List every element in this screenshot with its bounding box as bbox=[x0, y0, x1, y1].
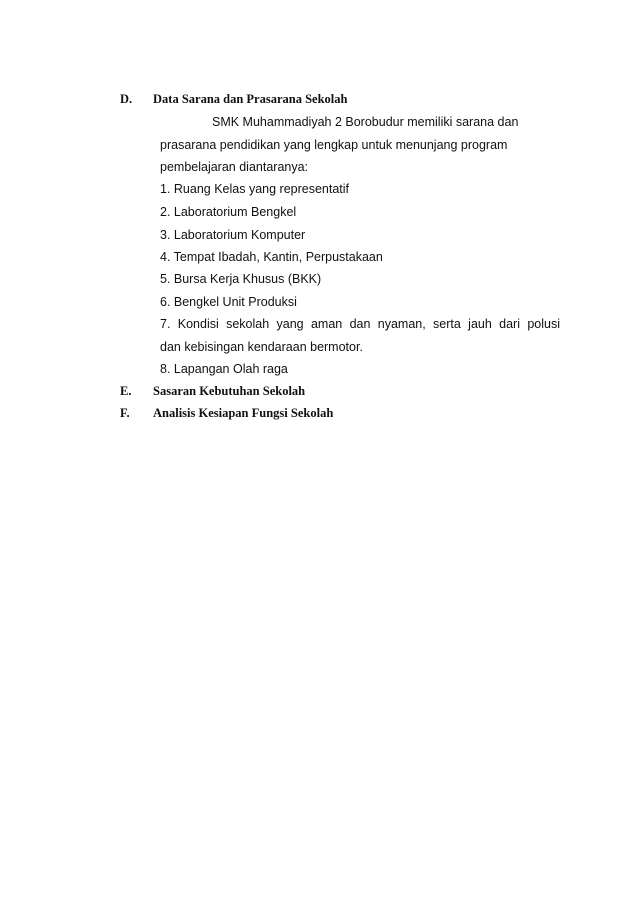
intro-line-2: prasarana pendidikan yang lengkap untuk menunjang program bbox=[160, 138, 508, 152]
section-letter: E. bbox=[120, 384, 132, 398]
list-item: 5. Bursa Kerja Khusus (BKK) bbox=[160, 272, 322, 286]
list-item: 6. Bengkel Unit Produksi bbox=[160, 295, 297, 309]
section-title: Data Sarana dan Prasarana Sekolah bbox=[153, 92, 348, 106]
list-item: 4. Tempat Ibadah, Kantin, Perpustakaan bbox=[160, 250, 383, 264]
list-item: 7. Kondisi sekolah yang aman dan nyaman, serta jauh dari polusi bbox=[160, 317, 560, 331]
list-item: 2. Laboratorium Bengkel bbox=[160, 205, 297, 219]
section-letter: D. bbox=[120, 92, 133, 106]
list-item-continuation: dan kebisingan kendaraan bermotor. bbox=[160, 340, 363, 354]
intro-line-3: pembelajaran diantaranya: bbox=[160, 160, 309, 174]
section-title: Sasaran Kebutuhan Sekolah bbox=[153, 384, 306, 398]
list-item: 8. Lapangan Olah raga bbox=[160, 362, 288, 376]
intro-line-1: SMK Muhammadiyah 2 Borobudur memiliki sarana dan bbox=[212, 115, 519, 129]
section-title: Analisis Kesiapan Fungsi Sekolah bbox=[153, 406, 334, 420]
list-item: 3. Laboratorium Komputer bbox=[160, 228, 306, 242]
section-letter: F. bbox=[120, 406, 130, 420]
list-item: 1. Ruang Kelas yang representatif bbox=[160, 182, 350, 196]
